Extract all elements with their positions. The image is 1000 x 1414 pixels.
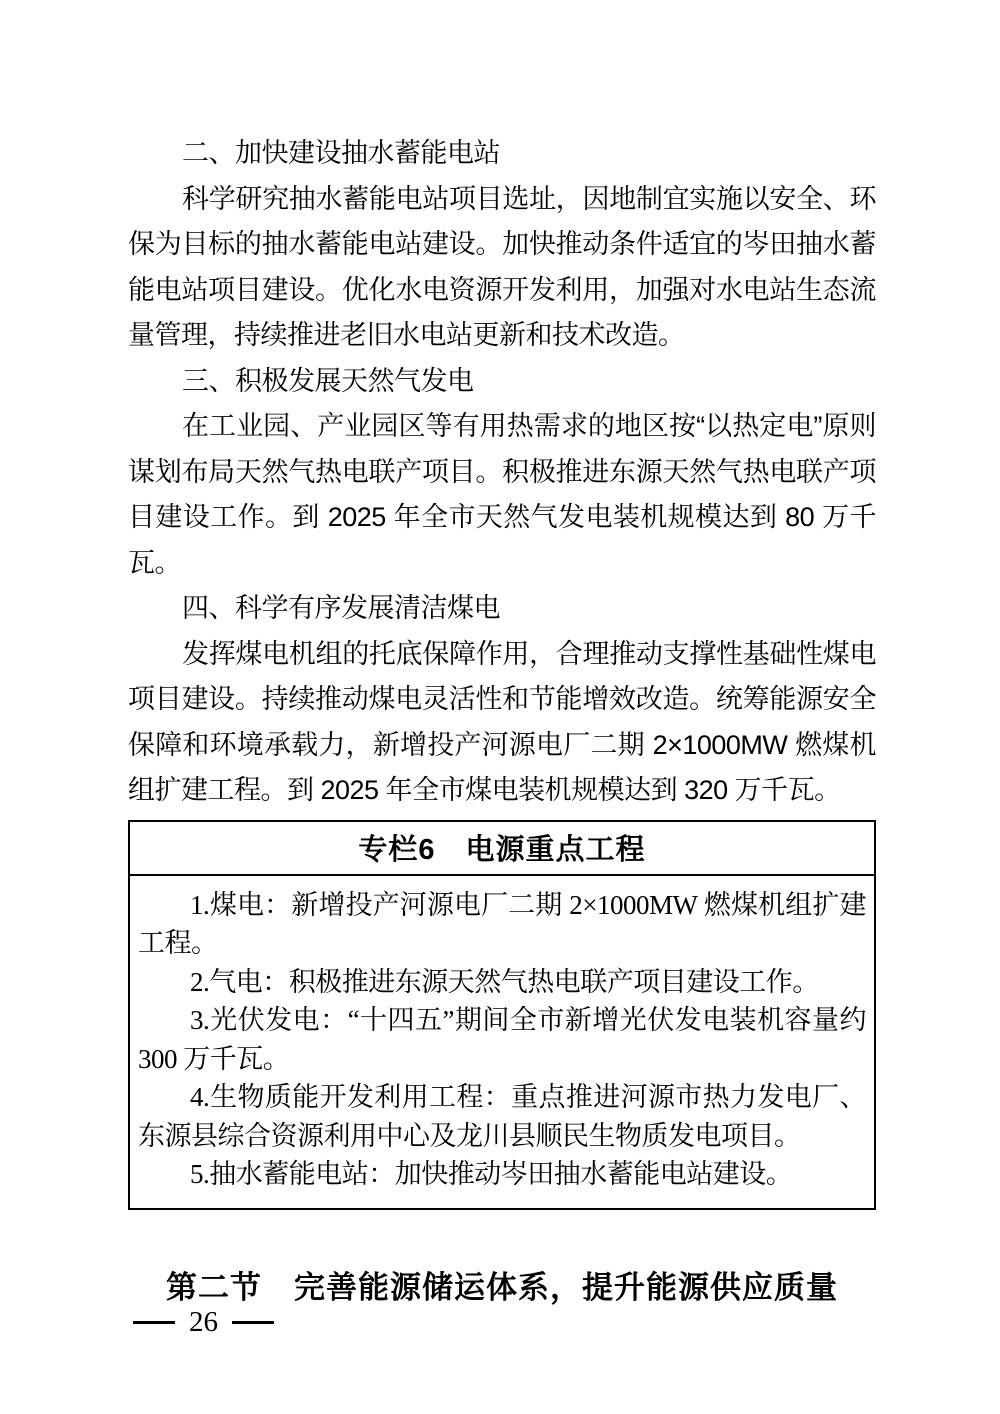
page-footer xyxy=(133,1308,274,1337)
footer-left-dash xyxy=(133,1321,175,1324)
section-paragraph-2: 科学研究抽水蓄能电站项目选址，因地制宜实施以安全、环保为目标的抽水蓄能电站建设。加快推动条件适宜的岑田抽水蓄能电站项目建设。优化水电资源开发利用，加强对水电站生态流量管理，持续推进老旧水电站更新和技术改造。 xyxy=(128,183,876,350)
chapter-heading: 第二节 完善能源储运体系，提升能源供应质量 xyxy=(166,1269,838,1305)
callout-item-biomass: 4.生物质能开发利用工程：重点推进河源市热力发电厂、东源县综合资源利用中心及龙川县顺民生物质发电项目。 xyxy=(138,1082,866,1151)
callout-box-body xyxy=(130,876,874,1208)
callout-box xyxy=(128,820,876,1210)
callout-item-pumped-storage: 5.抽水蓄能电站：加快推动岑田抽水蓄能电站建设。 xyxy=(190,1159,793,1189)
section-heading-4: 四、科学有序发展清洁煤电 xyxy=(182,593,500,623)
section-heading-3: 三、积极发展天然气发电 xyxy=(182,365,474,396)
section-paragraph-4: 发挥煤电机组的托底保障作用，合理推动支撑性基础性煤电项目建设。持续推动煤电灵活性和节能增效改造。统筹能源安全保障和环境承载力，新增投产河源电厂二期 2×1000MW 燃煤机组扩建工程。到 2025 年全市煤电装机规模达到 320 万千瓦。 xyxy=(128,638,876,805)
page-number: 26 xyxy=(189,1306,218,1338)
page-content xyxy=(128,131,876,1307)
callout-box-title: 专栏6 电源重点工程 xyxy=(130,822,874,876)
callout-item-gas: 2.气电：积极推进东源天然气热电联产项目建设工作。 xyxy=(190,966,819,997)
section-paragraph-3: 在工业园、产业园区等有用热需求的地区按“以热定电”原则谋划布局天然气热电联产项目。积极推进东源天然气热电联产项目建设工作。到 2025 年全市天然气发电装机规模达到 80 万千瓦。 xyxy=(128,411,876,578)
callout-item-solar: 3.光伏发电：“十四五”期间全市新增光伏发电装机容量约 300 万千瓦。 xyxy=(138,1005,866,1074)
section-heading-2: 二、加快建设抽水蓄能电站 xyxy=(182,138,500,168)
callout-item-coal: 1.煤电：新增投产河源电厂二期 2×1000MW 燃煤机组扩建工程。 xyxy=(138,889,866,958)
footer-right-dash xyxy=(232,1321,274,1324)
